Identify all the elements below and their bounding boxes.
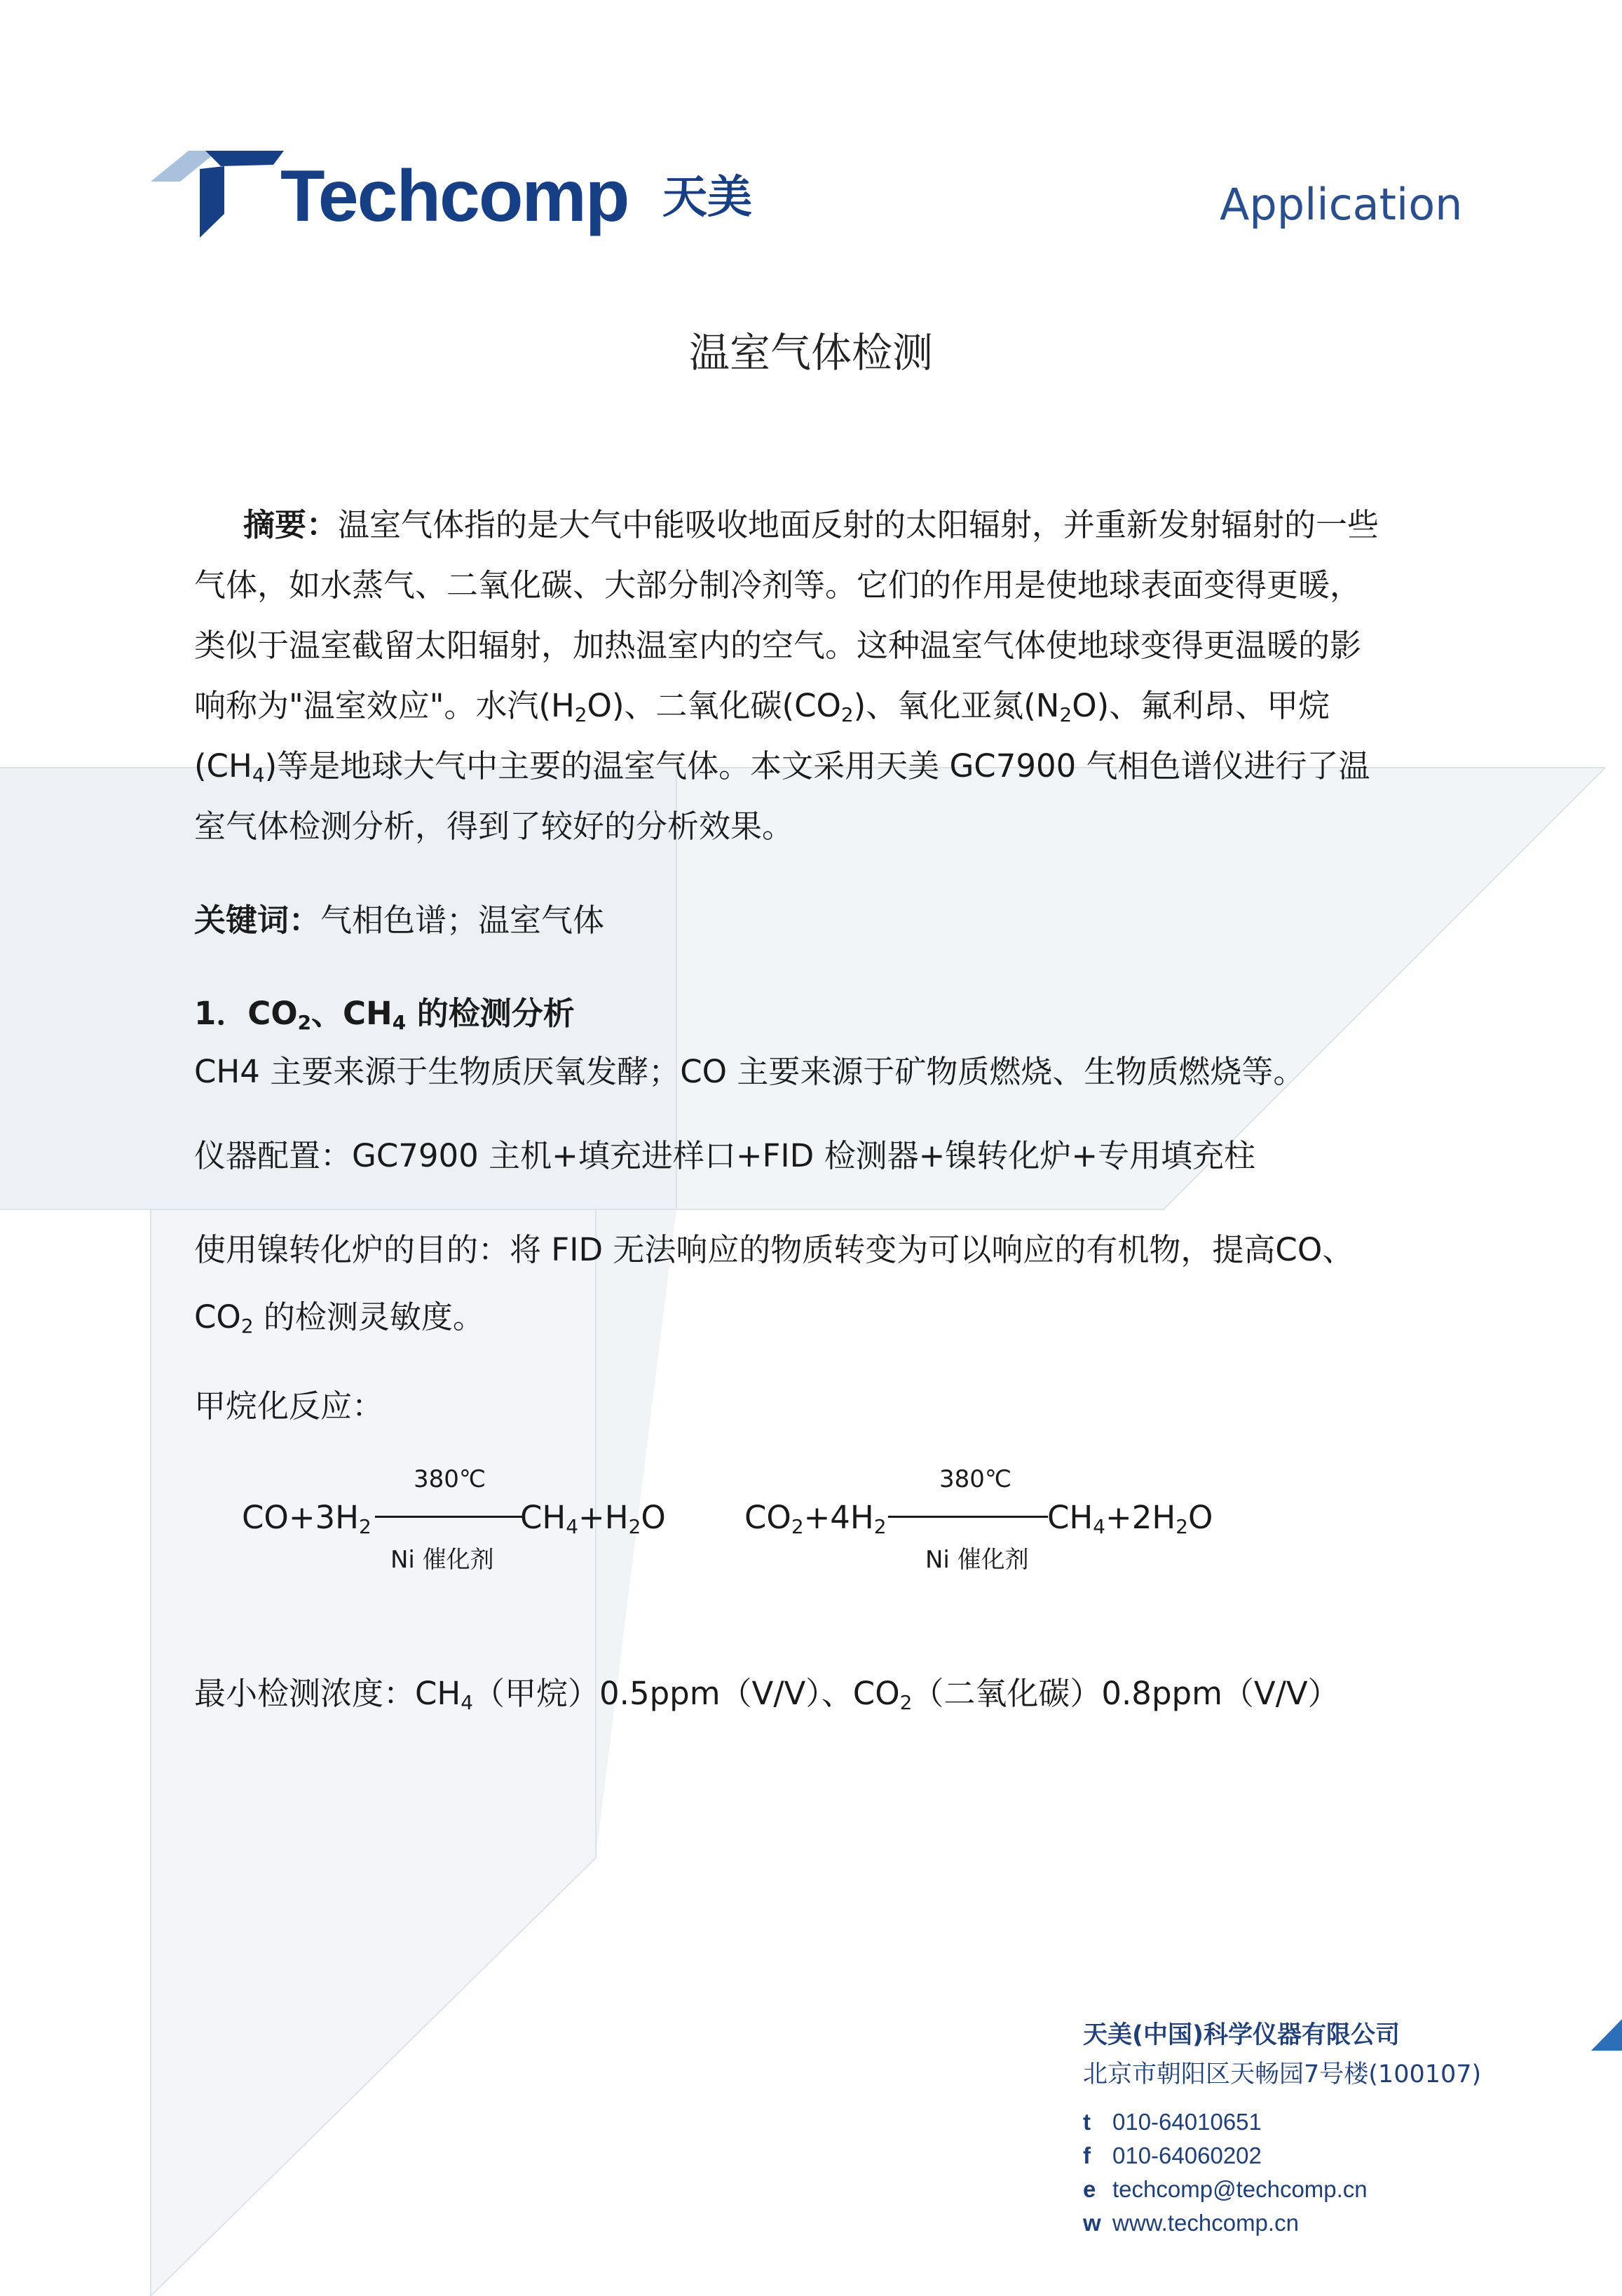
keywords-label: 关键词： [194, 902, 321, 939]
reaction-1-catalyst: Ni 催化剂 [390, 1546, 494, 1574]
reaction-2-catalyst: Ni 催化剂 [925, 1546, 1029, 1574]
reaction-2-products: $CH_4+2H_2O$ [1047, 1499, 1213, 1538]
reaction-1-arrow [375, 1516, 522, 1518]
reaction-1-products: $CH_4+H_2O$ [520, 1499, 666, 1538]
abstract-label: 摘要： [243, 506, 339, 543]
doc-type-label: Application [1220, 179, 1463, 230]
reaction-2-temp: 380℃ [939, 1465, 1012, 1493]
company-name: 天美(中国)科学仪器有限公司 [1083, 2021, 1400, 2049]
keywords-value: 气相色谱；温室气体 [320, 902, 605, 939]
paragraph-purpose: 使用镍转化炉的目的：将 FID 无法响应的物质转变为可以响应的有机物，提高CO、 $CO_2$ 的检测灵敏度。 [194, 1231, 1354, 1338]
contact-list [1083, 2105, 1368, 2240]
abstract-line-6: 室气体检测分析，得到了较好的分析效果。 [194, 808, 794, 845]
reaction-1-reactants: $CO+3H_2$ [242, 1499, 372, 1538]
contact-website[interactable]: w www.techcomp.cn [1083, 2210, 1299, 2236]
reaction-2-arrow [888, 1516, 1048, 1518]
reaction-2 [744, 1458, 1235, 1584]
abstract [194, 495, 1442, 857]
paragraph-instrument-config: 仪器配置：GC7900 主机+填充进样口+FID 检测器+镍转化炉+专用填充柱 [194, 1137, 1256, 1174]
abstract-line-5: $(CH_4)$等是地球大气中主要的温室气体。本文采用天美 GC7900 气相色谱仪进行了温 [194, 747, 1370, 787]
logo-brand-text: Techcomp [280, 156, 629, 237]
paragraph-min-detection: 最小检测浓度：$CH_4$（甲烷）0.5ppm（V/V）、$CO_2$（二氧化碳）0.8ppm（V/V） [194, 1675, 1340, 1714]
section-heading: 1．$CO_2$、$CH_4$ 的检测分析 [194, 995, 575, 1034]
contact-fax: f 010-64060202 [1083, 2142, 1262, 2168]
reaction-1-temp: 380℃ [414, 1465, 486, 1493]
paragraph-methanation: 甲烷化反应： [194, 1387, 384, 1425]
abstract-line-4: 响称为"温室效应"。水汽$(H_2O)$、二氧化碳$(CO_2)$、氧化亚氮$(N_2O)$、氟利昂、甲烷 [194, 687, 1330, 726]
logo-mark-icon [151, 151, 284, 242]
reaction-2-reactants: $CO_2+4H_2$ [744, 1499, 887, 1538]
abstract-line-2: 气体，如水蒸气、二氧化碳、大部分制冷剂等。它们的作用是使地球表面变得更暖， [194, 566, 1362, 604]
contact-phone: t 010-64010651 [1083, 2109, 1262, 2135]
company-address: 北京市朝阳区天畅园7号楼(100107) [1083, 2060, 1482, 2088]
keywords [194, 890, 604, 951]
contact-email[interactable]: e techcomp@techcomp.cn [1083, 2176, 1368, 2202]
abstract-line-3: 类似于温室截留太阳辐射，加热温室内的空气。这种温室气体使地球变得更温暖的影 [194, 627, 1362, 664]
abstract-line-1: 摘要：温室气体指的是大气中能吸收地面反射的太阳辐射，并重新发射辐射的一些 [243, 506, 1379, 543]
page-title: 温室气体检测 [688, 329, 933, 376]
paragraph-sources: CH4 主要来源于生物质厌氧发酵；CO 主要来源于矿物质燃烧、生物质燃烧等。 [194, 1053, 1305, 1090]
techcomp-logo [151, 151, 782, 242]
company-info [1083, 2016, 1481, 2094]
reaction-1 [242, 1458, 690, 1584]
logo-brand-cn: 天美 [662, 172, 752, 224]
